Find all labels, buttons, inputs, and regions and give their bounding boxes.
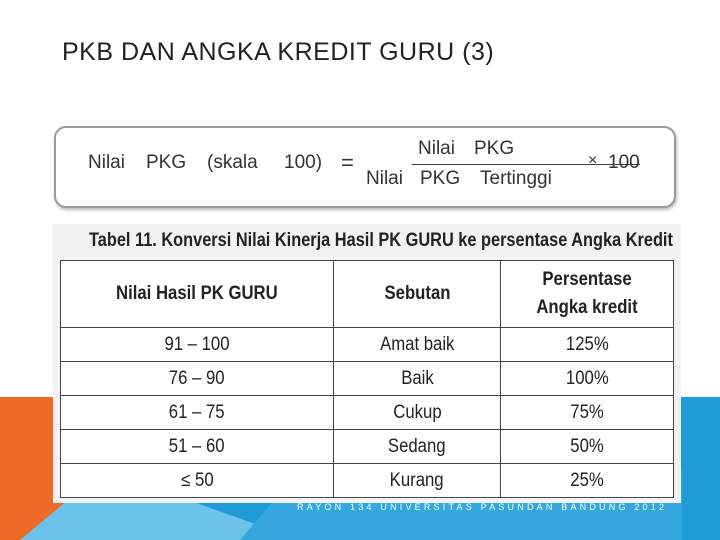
fraction-line — [412, 164, 640, 165]
cell-persentase: 50% — [501, 430, 674, 464]
cell-nilai: 61 – 75 — [61, 396, 334, 430]
formula-lhs-pkg: PKG — [146, 152, 187, 173]
formula-denominator-nilai: Nilai — [366, 168, 403, 189]
cell-persentase: 125% — [501, 328, 674, 362]
formula-multiplier: 100 — [608, 152, 640, 173]
header-persentase: Persentase Angka kredit — [501, 261, 674, 328]
header-nilai: Nilai Hasil PK GURU — [61, 261, 334, 328]
cell-sebutan: Baik — [334, 362, 501, 396]
right-blue-shape — [682, 397, 720, 540]
formula-lhs-skala: (skala — [207, 152, 258, 173]
formula-denominator-pkg: PKG — [420, 168, 461, 189]
cell-nilai: 91 – 100 — [61, 328, 334, 362]
formula-lhs-100: 100) — [284, 152, 323, 173]
formula-numerator-nilai: Nilai — [418, 138, 455, 159]
cell-nilai: 76 – 90 — [61, 362, 334, 396]
formula-equals: = — [341, 150, 354, 175]
formula-box — [54, 126, 676, 208]
formula-denominator-tertinggi: Tertinggi — [480, 168, 552, 189]
cell-sebutan: Amat baik — [334, 328, 501, 362]
conversion-table-image — [53, 224, 681, 503]
cell-nilai: ≤ 50 — [61, 464, 334, 498]
cell-sebutan: Sedang — [334, 430, 501, 464]
header-sebutan: Sebutan — [334, 261, 501, 328]
cell-persentase: 75% — [501, 396, 674, 430]
table-row — [61, 464, 674, 498]
table-header-row — [61, 261, 674, 328]
footer-text: RAYON 134 UNIVERSITAS PASUNDAN BANDUNG 2012 — [297, 502, 668, 512]
cell-nilai: 51 – 60 — [61, 430, 334, 464]
conversion-table — [60, 260, 674, 498]
table-row — [61, 362, 674, 396]
table-row — [61, 328, 674, 362]
cell-persentase: 25% — [501, 464, 674, 498]
formula-times: × — [588, 152, 598, 169]
formula-numerator-pkg: PKG — [474, 138, 515, 159]
cell-sebutan: Cukup — [334, 396, 501, 430]
cell-sebutan: Kurang — [334, 464, 501, 498]
slide-title: PKB DAN ANGKA KREDIT GURU (3) — [62, 38, 495, 66]
cell-persentase: 100% — [501, 362, 674, 396]
formula-lhs-nilai: Nilai — [88, 152, 125, 173]
table-caption: Tabel 11. Konversi Nilai Kinerja Hasil PK GURU ke persentase Angka Kredit — [89, 230, 673, 251]
table-row — [61, 396, 674, 430]
table-row — [61, 430, 674, 464]
